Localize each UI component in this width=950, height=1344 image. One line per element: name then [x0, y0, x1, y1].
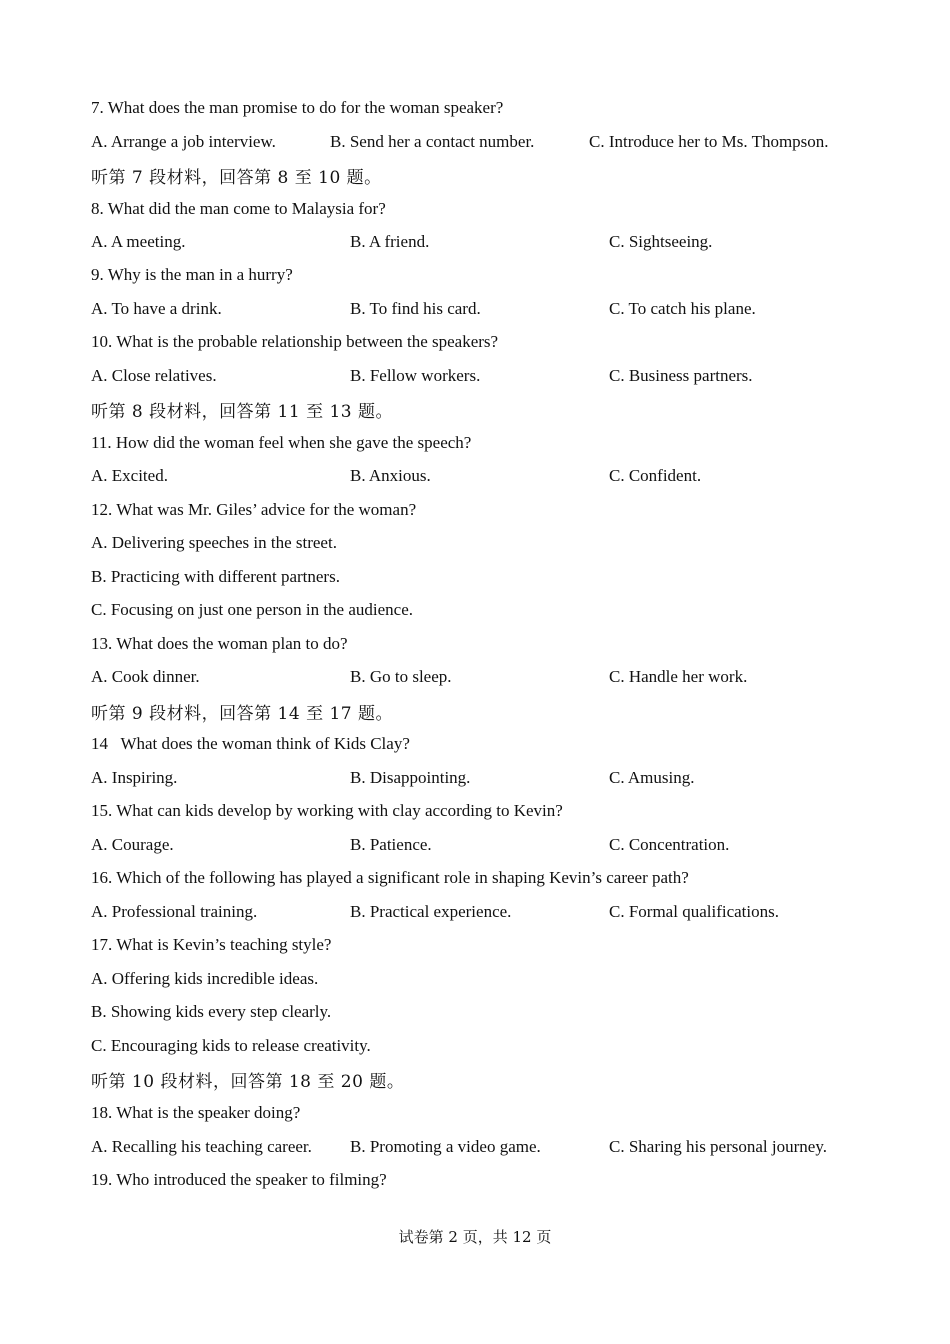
question-17-stem: 17. What is Kevin’s teaching style?: [91, 935, 332, 954]
question-11-option-c: C. Confident.: [609, 466, 702, 485]
question-13-option-a: A. Cook dinner.: [91, 667, 200, 686]
question-16-option-a: A. Professional training.: [91, 902, 258, 921]
question-10-option-c: C. Business partners.: [609, 366, 753, 385]
question-9-option-b: B. To find his card.: [350, 299, 481, 318]
question-14-option-a: A. Inspiring.: [91, 768, 178, 787]
question-10-option-a: A. Close relatives.: [91, 366, 217, 385]
question-13-stem: 13. What does the woman plan to do?: [91, 634, 348, 653]
question-17-option-a: A. Offering kids incredible ideas.: [91, 969, 319, 988]
question-18-stem: 18. What is the speaker doing?: [91, 1103, 301, 1122]
question-7-stem: 7. What does the man promise to do for the woman speaker?: [91, 98, 504, 117]
question-9-option-c: C. To catch his plane.: [609, 299, 756, 318]
question-9-option-a: A. To have a drink.: [91, 299, 222, 318]
question-14-option-c: C. Amusing.: [609, 768, 695, 787]
question-7-option-c: C. Introduce her to Ms. Thompson.: [589, 132, 829, 151]
question-15-option-b: B. Patience.: [350, 835, 432, 854]
question-12-option-c: C. Focusing on just one person in the audience.: [91, 600, 414, 619]
section-heading-9: 听第 9 段材料，回答第 14 至 17 题。: [91, 704, 394, 724]
question-17-option-c: C. Encouraging kids to release creativity.: [91, 1036, 371, 1055]
question-14-stem: 14 What does the woman think of Kids Clay?: [91, 734, 410, 753]
question-8-stem: 8. What did the man come to Malaysia for?: [91, 199, 386, 218]
question-9-stem: 9. Why is the man in a hurry?: [91, 265, 293, 284]
question-17-option-b: B. Showing kids every step clearly.: [91, 1002, 332, 1021]
question-12-stem: 12. What was Mr. Giles’ advice for the woman?: [91, 500, 417, 519]
question-13-option-c: C. Handle her work.: [609, 667, 748, 686]
question-8-option-a: A. A meeting.: [91, 232, 186, 251]
question-10-option-b: B. Fellow workers.: [350, 366, 481, 385]
question-12-option-a: A. Delivering speeches in the street.: [91, 533, 337, 552]
question-7-option-b: B. Send her a contact number.: [330, 132, 535, 151]
question-18-option-a: A. Recalling his teaching career.: [91, 1137, 312, 1156]
page-footer: 试卷第 2 页，共 12 页: [398, 1228, 552, 1246]
question-18-option-c: C. Sharing his personal journey.: [609, 1137, 827, 1156]
question-12-option-b: B. Practicing with different partners.: [91, 567, 340, 586]
question-16-option-c: C. Formal qualifications.: [609, 902, 779, 921]
question-13-option-b: B. Go to sleep.: [350, 667, 452, 686]
question-16-stem: 16. Which of the following has played a significant role in shaping Kevin’s career path?: [91, 868, 689, 887]
section-heading-7: 听第 7 段材料，回答第 8 至 10 题。: [91, 168, 382, 188]
section-heading-8: 听第 8 段材料，回答第 11 至 13 题。: [91, 402, 394, 422]
question-11-stem: 11. How did the woman feel when she gave the speech?: [91, 433, 472, 452]
question-18-option-b: B. Promoting a video game.: [350, 1137, 541, 1156]
question-15-stem: 15. What can kids develop by working with clay according to Kevin?: [91, 801, 563, 820]
question-11-option-a: A. Excited.: [91, 466, 168, 485]
question-19-stem: 19. Who introduced the speaker to filming?: [91, 1170, 387, 1189]
question-14-option-b: B. Disappointing.: [350, 768, 471, 787]
question-10-stem: 10. What is the probable relationship between the speakers?: [91, 332, 499, 351]
question-8-option-c: C. Sightseeing.: [609, 232, 713, 251]
question-7-option-a: A. Arrange a job interview.: [91, 132, 276, 151]
question-16-option-b: B. Practical experience.: [350, 902, 512, 921]
question-8-option-b: B. A friend.: [350, 232, 430, 251]
question-15-option-a: A. Courage.: [91, 835, 174, 854]
question-15-option-c: C. Concentration.: [609, 835, 730, 854]
section-heading-10: 听第 10 段材料，回答第 18 至 20 题。: [91, 1072, 405, 1092]
question-11-option-b: B. Anxious.: [350, 466, 431, 485]
